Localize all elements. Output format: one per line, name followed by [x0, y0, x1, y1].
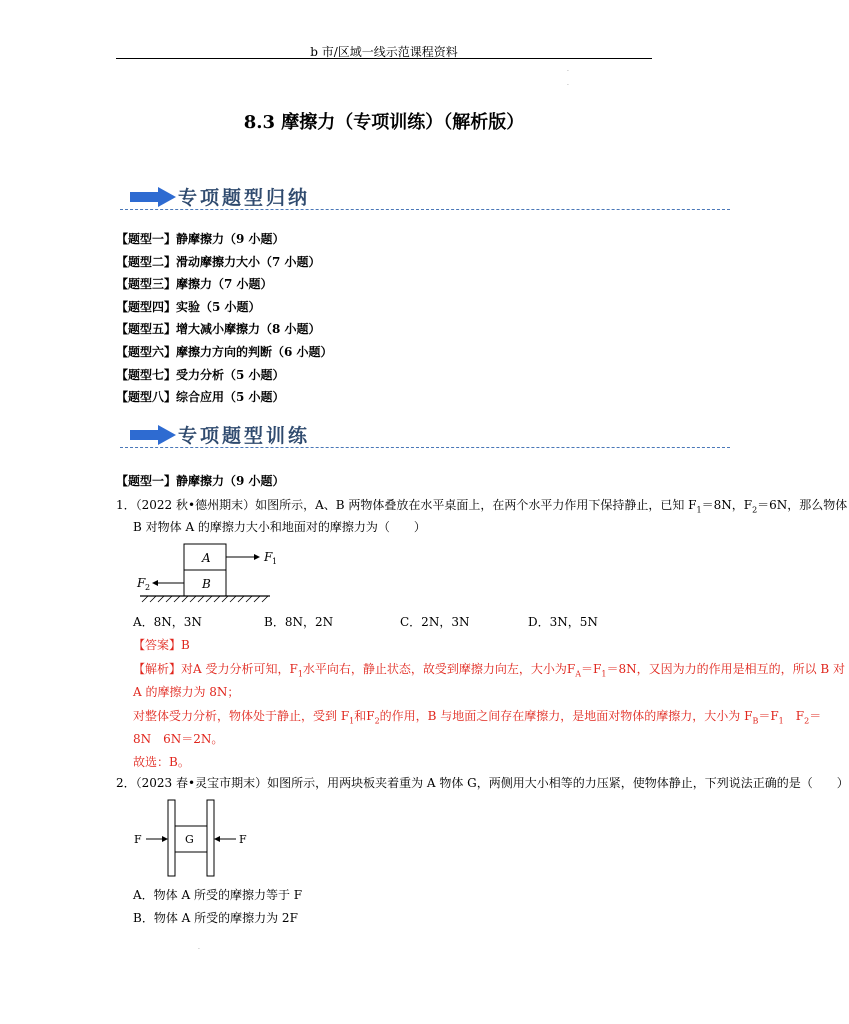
page-title: 8.3 摩擦力（专项训练）（解析版） — [243, 112, 525, 133]
speck: · — [567, 82, 569, 89]
analysis-line-4: 8N 6N＝2N。 — [133, 732, 224, 746]
question-1-text: 1．（2022 秋•德州期末）如图所示，A、B 两物体叠放在水平桌面上，在两个水平力作用下保持静止，已知 $F_1=8N$，$F_2=6N$，那么物体 — [116, 498, 848, 515]
list-item: 【题型二】滑动摩擦力大小（7 小题） — [116, 254, 321, 269]
force-f1-sub: 1 — [272, 557, 278, 566]
section-banner-practice — [120, 418, 730, 452]
answer: 【答案】B — [133, 638, 190, 652]
choice-d: D．3N，5N — [528, 615, 598, 629]
force-left-label: F — [134, 833, 142, 846]
force-f2-sub: 2 — [145, 583, 151, 592]
choice-a: A．物体 A 所受的摩擦力等于 F — [133, 888, 303, 902]
analysis-line-3: 对整体受力分析，物体处于静止，受到 $F_1$和$F_2$的作用，B 与地面之间存在摩擦力，是地面对物体的摩擦力，大小为 $F_B=F_1$ $F_2=$ — [133, 709, 822, 726]
choice-b: B．8N，2N — [264, 615, 334, 629]
arrow-right-icon — [130, 424, 176, 446]
block-a-label: A — [202, 551, 211, 565]
banner-label: 专项题型归纳 — [178, 187, 311, 209]
force-f1-label: F — [264, 550, 273, 564]
object-g-label: G — [185, 833, 194, 846]
section-heading: 【题型一】静摩擦力（9 小题） — [116, 474, 285, 488]
list-item: 【题型一】静摩擦力（9 小题） — [116, 232, 285, 246]
banner-divider — [120, 209, 730, 210]
page-header: b 市/区域一线示范课程资料 — [310, 45, 458, 59]
banner-divider — [120, 447, 730, 448]
arrow-right-icon — [130, 186, 176, 208]
clamp-diagram — [132, 798, 252, 878]
choice-a: A．8N，3N — [133, 615, 202, 629]
question-1-text-cont: B 对物体 A 的摩擦力大小和地面对的摩擦力为（ ） — [133, 520, 426, 534]
block-b-label: B — [202, 577, 211, 591]
list-item: 【题型六】摩擦力方向的判断（6 小题） — [116, 344, 333, 359]
force-f2-label: F — [137, 576, 146, 590]
speck: · — [198, 946, 200, 953]
choice-b: B．物体 A 所受的摩擦力为 2F — [133, 911, 298, 925]
list-item: 【题型五】增大减小摩擦力（8 小题） — [116, 322, 321, 337]
speck: · — [567, 68, 569, 75]
choice-result: 故选：B。 — [133, 755, 190, 769]
list-item: 【题型八】综合应用（5 小题） — [116, 390, 285, 405]
list-item: 【题型七】受力分析（5 小题） — [116, 367, 285, 382]
choice-c: C．2N，3N — [400, 615, 470, 629]
header-rule — [116, 58, 652, 59]
question-2-text: 2．（2023 春•灵宝市期末）如图所示，用两块板夹着重为 A 物体 G，两侧用大小相等的力压紧，使物体静止，下列说法正确的是（ ） — [116, 776, 849, 790]
list-item: 【题型四】实验（5 小题） — [116, 299, 261, 314]
force-right-label: F — [239, 833, 247, 846]
analysis-line-2: A 的摩擦力为 8N； — [133, 685, 240, 699]
block-diagram — [136, 540, 286, 606]
topic-list — [116, 228, 333, 409]
list-item: 【题型三】摩擦力（7 小题） — [116, 277, 273, 292]
banner-label: 专项题型训练 — [178, 425, 311, 447]
analysis-line-1: 【解析】对A 受力分析可知，$F_1$水平向右，静止状态，故受到摩擦力向左，大小为$F_A=F_1=8N$，又因为力的作用是相互的，所以 B 对 — [133, 662, 846, 679]
section-banner-summary — [120, 180, 730, 214]
